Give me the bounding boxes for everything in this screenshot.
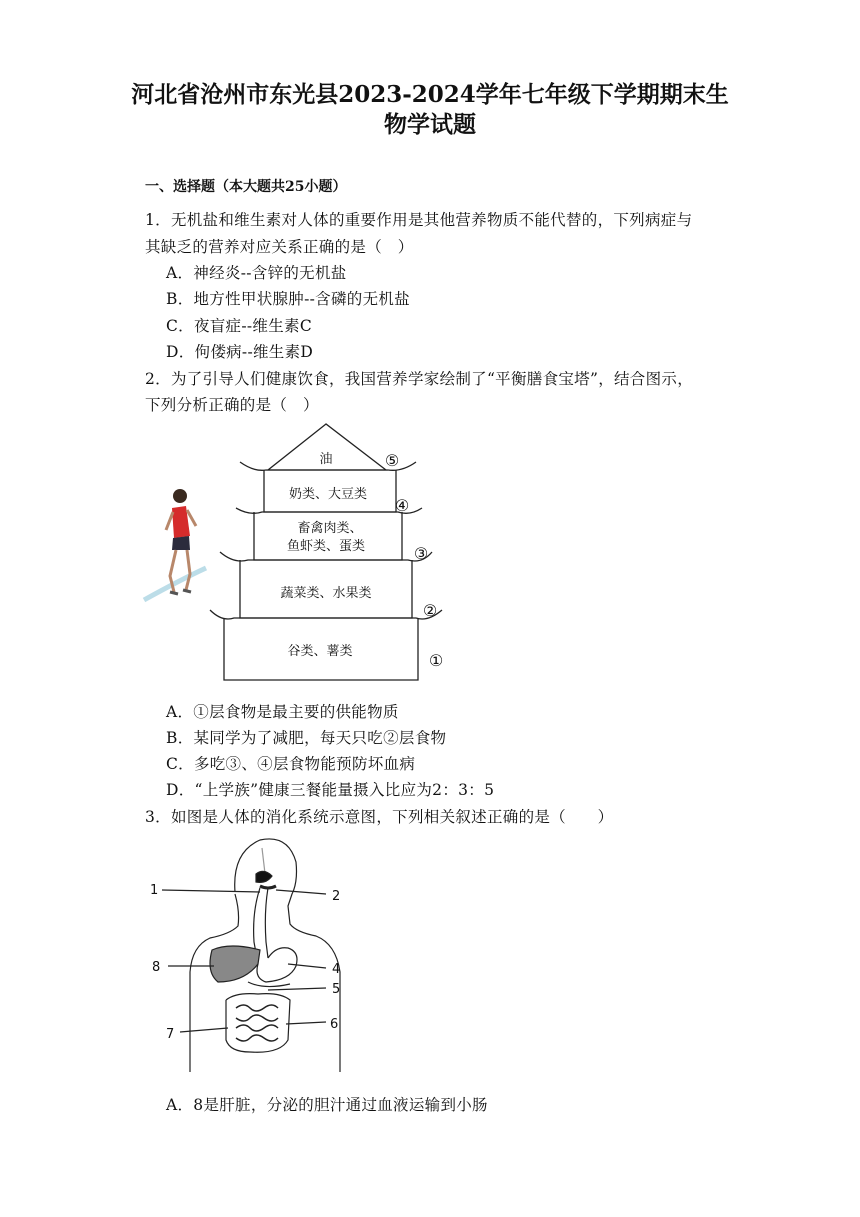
digestive-label-2: 2: [332, 889, 341, 904]
pagoda-layer5-label: 油: [319, 452, 333, 467]
pancreas: [248, 982, 290, 987]
pagoda-marker-4: ④: [394, 496, 410, 515]
q1-option-b: B．地方性甲状腺肿--含磷的无机盐: [166, 290, 410, 308]
food-pagoda-figure: [140, 418, 460, 688]
digestive-label-6: 6: [330, 1017, 339, 1032]
document-title-line1: 河北省沧州市东光县2023-2024学年七年级下学期期末生: [131, 81, 729, 108]
q1-option-d: D．佝偻病--维生素D: [166, 343, 314, 361]
q2-option-b: B．某同学为了减肥，每天只吃②层食物: [166, 729, 447, 747]
liver: [210, 946, 260, 982]
section-heading: 一、选择题（本大题共25小题）: [145, 179, 347, 195]
q2-stem-line2: 下列分析正确的是（ ）: [145, 396, 319, 414]
digestive-label-1: 1: [150, 883, 159, 898]
pagoda-marker-3: ③: [413, 544, 429, 563]
q2-option-c: C．多吃③、④层食物能预防坏血病: [166, 755, 416, 773]
pagoda-layer4-label: 奶类、大豆类: [288, 487, 368, 502]
digestive-system-figure: [140, 832, 370, 1077]
document-title-line2: 物学试题: [384, 111, 476, 138]
teeth: [260, 886, 276, 888]
digestive-label-5: 5: [332, 982, 341, 997]
q1-option-a: A．神经炎--含锌的无机盐: [166, 264, 347, 282]
q1-stem-line2: 其缺乏的营养对应关系正确的是（ ）: [145, 238, 414, 256]
pagoda-layer3-label-a: 畜禽肉类、: [297, 521, 363, 536]
pagoda-layer2-label: 蔬菜类、水果类: [280, 586, 372, 601]
large-intestine: [226, 994, 290, 1053]
q3-stem: 3．如图是人体的消化系统示意图，下列相关叙述正确的是（ ）: [145, 808, 614, 826]
q1-option-c: C．夜盲症--维生素C: [166, 317, 312, 335]
runner-illustration: [144, 489, 206, 600]
pagoda-marker-5: ⑤: [384, 451, 400, 470]
pagoda-layer1-label: 谷类、薯类: [287, 644, 353, 659]
oral-cavity: [256, 871, 272, 882]
small-intestine: [236, 1005, 278, 1041]
digestive-label-7: 7: [166, 1027, 175, 1042]
pagoda-layer3-label-b: 鱼虾类、蛋类: [286, 539, 366, 554]
digestive-label-8: 8: [152, 960, 161, 975]
q2-option-d: D．“上学族”健康三餐能量摄入比应为2：3：5: [166, 781, 495, 799]
digestive-label-4: 4: [332, 962, 341, 977]
pagoda-marker-1: ①: [428, 651, 444, 670]
q1-stem-line1: 1．无机盐和维生素对人体的重要作用是其他营养物质不能代替的，下列病症与: [145, 211, 693, 229]
q3-option-a: A．8是肝脏，分泌的胆汁通过血液运输到小肠: [166, 1096, 488, 1114]
q2-stem-line1: 2．为了引导人们健康饮食，我国营养学家绘制了“平衡膳食宝塔”，结合图示，: [145, 370, 694, 388]
q2-option-a: A．①层食物是最主要的供能物质: [166, 703, 399, 721]
pagoda-marker-2: ②: [422, 601, 438, 620]
